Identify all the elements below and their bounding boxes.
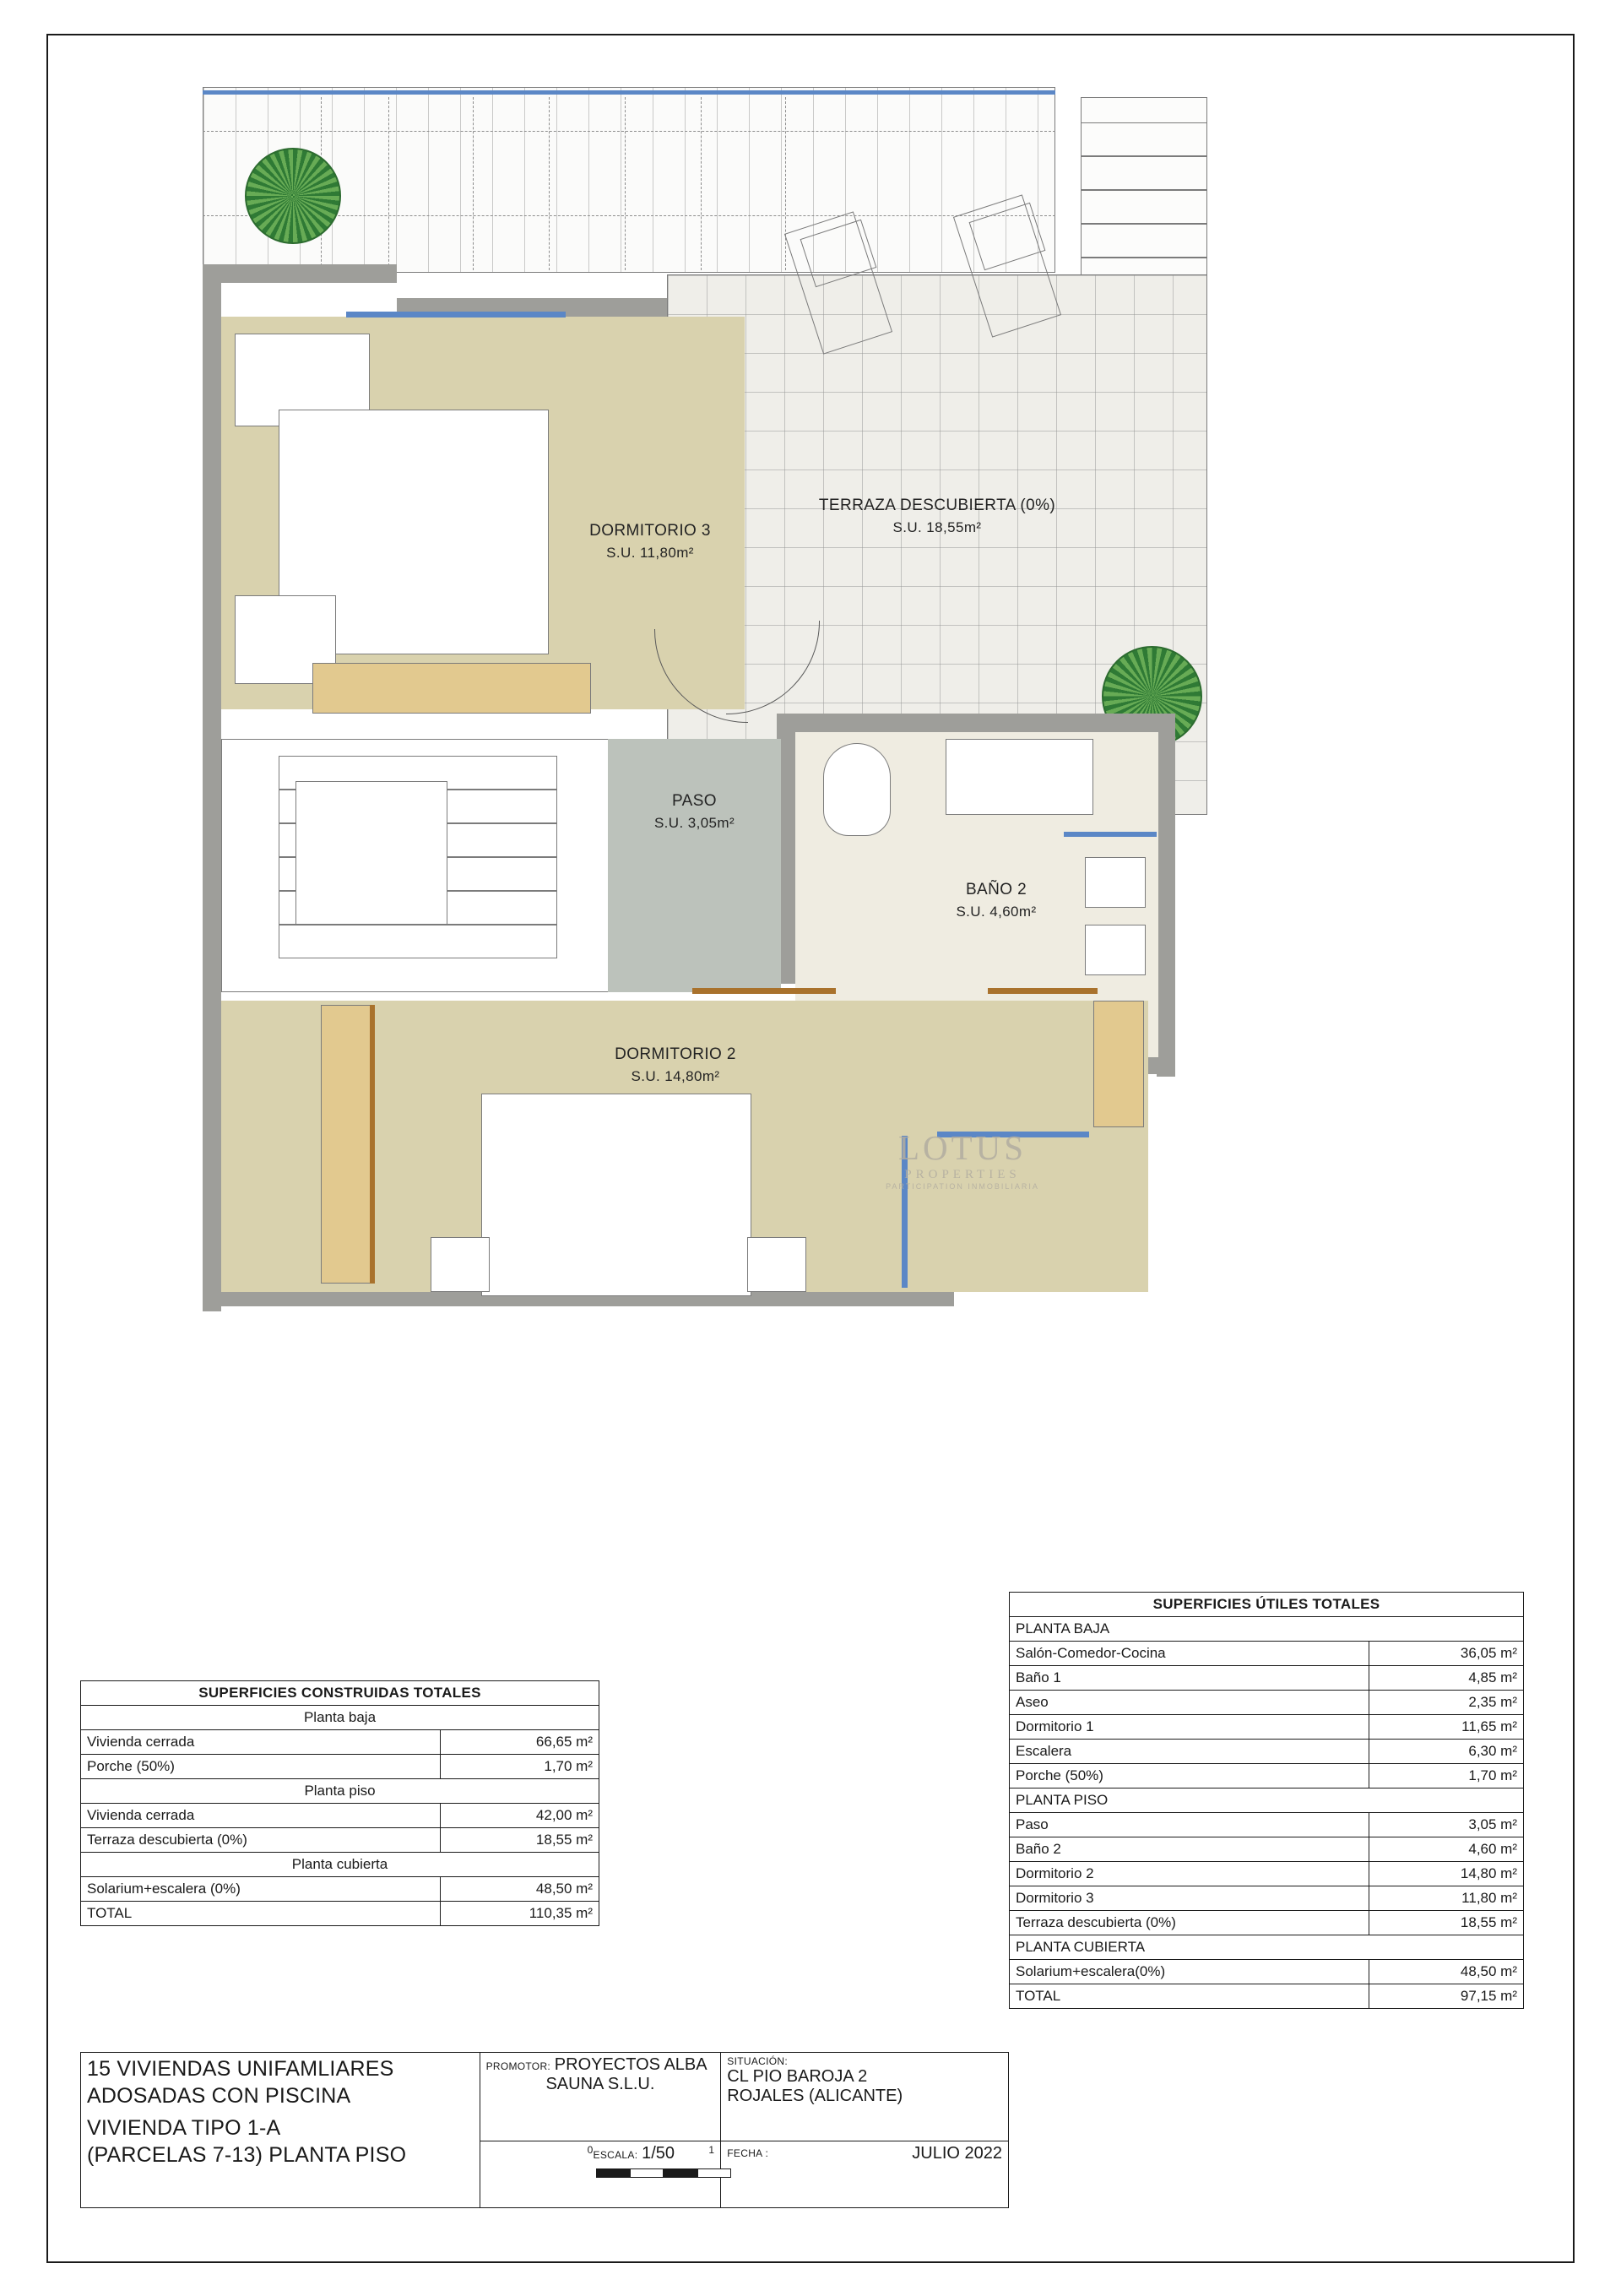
pergola-dash-3 [473,97,474,270]
bath-window-glass [1064,832,1157,837]
terrace-label: TERRAZA DESCUBIERTA (0%) S.U. 18,55m² [818,497,1056,535]
useful-section-header: PLANTA CUBIERTA [1010,1935,1524,1960]
table-row: Vivienda cerrada 66,65 m² [81,1730,599,1755]
table-row: Baño 1 4,85 m² [1010,1666,1524,1691]
table-row-total: TOTAL 97,15 m² [1010,1984,1524,2009]
stair-tread-1 [1081,122,1207,156]
stair-tread-4 [1081,224,1207,258]
floor-plan-drawing [194,72,1401,1676]
pergola-dash-4 [549,97,550,270]
situation-value-2: ROJALES (ALICANTE) [727,2087,903,2105]
stair-tread-3 [1081,190,1207,224]
built-section-header: Planta baja [81,1706,599,1730]
unit-title-line1: VIVIENDA TIPO 1-A [87,2116,281,2140]
pergola-dash-5 [625,97,626,270]
wardrobe-2-line [370,1005,375,1284]
scale-start-label: 0 [587,2144,594,2157]
table-row: Aseo 2,35 m² [1010,1691,1524,1715]
scale-value: 1/50 [642,2144,675,2163]
table-row: Vivienda cerrada 42,00 m² [81,1804,599,1828]
pergola-dash-2 [388,97,389,270]
shower-icon [946,739,1093,815]
project-title-line1: 15 VIVIENDAS UNIFAMLIARES [87,2057,394,2081]
bed-2-icon [481,1094,751,1296]
table-row: Escalera 6,30 m² [1010,1740,1524,1764]
bedroom-2-label: DORMITORIO 2 S.U. 14,80m² [615,1045,736,1084]
door-bathroom2 [988,988,1098,994]
table-row: Solarium+escalera (0%) 48,50 m² [81,1877,599,1902]
wall-right-bath [1157,714,1175,1077]
table-row-total: TOTAL 110,35 m² [81,1902,599,1926]
wardrobe-3-icon [312,663,591,714]
toilet-icon [823,743,891,836]
table-row: Porche (50%) 1,70 m² [1010,1764,1524,1788]
wall-left [203,264,221,1311]
title-block [80,2052,1009,2208]
promoter-value-1: PROYECTOS ALBA [554,2055,707,2074]
tree-icon-top [245,148,341,244]
sink-icon-1 [1085,857,1146,908]
pergola-dash-7 [785,97,786,270]
wall-top-left [203,264,397,283]
bedroom-3-label: DORMITORIO 3 S.U. 11,80m² [589,522,711,561]
hall-area [608,739,781,992]
useful-section-header: PLANTA PISO [1010,1788,1524,1813]
table-row: Porche (50%) 1,70 m² [81,1755,599,1779]
situation-value-1: CL PIO BAROJA 2 [727,2067,868,2086]
wall-bath-top [785,714,1175,732]
pergola-edge-line [203,90,1055,95]
table-row: Solarium+escalera(0%) 48,50 m² [1010,1960,1524,1984]
wardrobe-2b-icon [1093,1001,1144,1127]
promoter-value-2: SAUNA S.L.U. [545,2075,655,2093]
project-title-line2: ADOSADAS CON PISCINA [87,2084,351,2108]
table-row: Terraza descubierta (0%) 18,55 m² [1010,1911,1524,1935]
table-row: Terraza descubierta (0%) 18,55 m² [81,1828,599,1853]
situation-label: SITUACIÓN: [727,2055,788,2067]
nightstand-4 [747,1237,806,1292]
door-bedroom2 [692,988,836,994]
date-value: JULIO 2022 [912,2144,1002,2163]
useful-table-title: SUPERFICIES ÚTILES TOTALES [1010,1593,1524,1617]
table-row: Baño 2 4,60 m² [1010,1837,1524,1862]
hall-label: PASO S.U. 3,05m² [653,792,735,831]
useful-section-header: PLANTA BAJA [1010,1617,1524,1642]
scale-bar-graphic [486,2167,715,2180]
promoter-label: PROMOTOR: [485,2060,551,2072]
scale-label: ESCALA: [593,2149,638,2162]
pergola-dash-6 [701,97,702,270]
stair-tread-2 [1081,156,1207,190]
table-row: Salón-Comedor-Cocina 36,05 m² [1010,1642,1524,1666]
date-label: FECHA : [727,2147,769,2160]
pergola-dash-h1 [203,131,1055,132]
built-table-title: SUPERFICIES CONSTRUIDAS TOTALES [81,1681,599,1706]
built-section-header: Planta piso [81,1779,599,1804]
scale-end-label: 1 [708,2144,715,2157]
window-3-glass [346,312,566,318]
built-areas-table [80,1680,599,1926]
table-row: Dormitorio 2 14,80 m² [1010,1862,1524,1886]
nightstand-3 [431,1237,490,1292]
bathroom-2-label: BAÑO 2 S.U. 4,60m² [956,881,1037,920]
watermark-logo: LOTUS PROPERTIES PARTICIPATION INMOBILIARIA [886,1128,1039,1191]
stair-step-f [279,925,557,958]
wardrobe-2-icon [321,1005,371,1284]
table-row: Paso 3,05 m² [1010,1813,1524,1837]
unit-title-line2: (PARCELAS 7-13) PLANTA PISO [87,2143,407,2167]
table-row: Dormitorio 1 11,65 m² [1010,1715,1524,1740]
built-section-header: Planta cubierta [81,1853,599,1877]
table-row: Dormitorio 3 11,80 m² [1010,1886,1524,1911]
stair-void [295,781,447,925]
sink-icon-2 [1085,925,1146,975]
useful-areas-table [1009,1592,1524,2009]
